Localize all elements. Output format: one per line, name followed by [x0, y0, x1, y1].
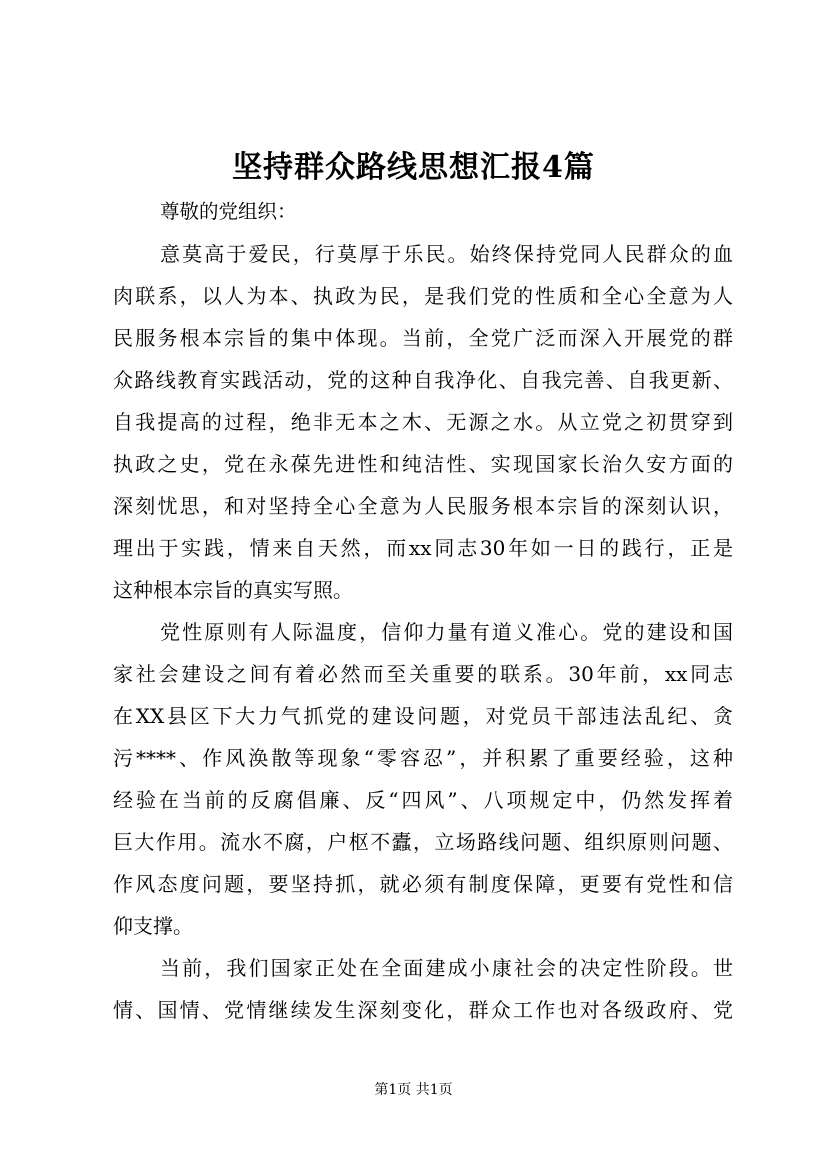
paragraph-line: 理出于实践，情来自天然，而xx同志30年如一日的践行，正是 — [113, 536, 733, 560]
paragraph-line: 仰支撑。 — [113, 914, 193, 938]
paragraph-line: 深刻忧思，和对坚持全心全意为人民服务根本宗旨的深刻认识， — [113, 494, 733, 518]
document-title: 坚持群众路线思想汇报4篇 — [232, 150, 595, 185]
page-footer: 第1页 共1页 — [374, 1082, 453, 1098]
paragraph-line: 肉联系，以人为本、执政为民，是我们党的性质和全心全意为人 — [113, 284, 733, 308]
paragraph-line: 意莫高于爱民，行莫厚于乐民。始终保持党同人民群众的血 — [160, 242, 733, 266]
paragraph-line: 党性原则有人际温度，信仰力量有道义准心。党的建设和国 — [160, 620, 733, 644]
paragraph-line: 情、国情、党情继续发生深刻变化，群众工作也对各级政府、党 — [113, 998, 733, 1022]
paragraph-line: 民服务根本宗旨的集中体现。当前，全党广泛而深入开展党的群 — [113, 326, 733, 350]
paragraph-line: 自我提高的过程，绝非无本之木、无源之水。从立党之初贯穿到 — [113, 410, 733, 434]
paragraph-line: 作风态度问题，要坚持抓，就必须有制度保障，更要有党性和信 — [113, 872, 733, 896]
paragraph-line: 这种根本宗旨的真实写照。 — [113, 578, 353, 602]
paragraph-line: 执政之史，党在永葆先进性和纯洁性、实现国家长治久安方面的 — [113, 452, 733, 476]
paragraph-line: 当前，我们国家正处在全面建成小康社会的决定性阶段。世 — [160, 956, 733, 980]
paragraph-line: 污****、作风涣散等现象“零容忍”，并积累了重要经验，这种 — [113, 746, 733, 770]
paragraph-line: 家社会建设之间有着必然而至关重要的联系。30年前，xx同志 — [113, 662, 733, 686]
paragraph-line: 经验在当前的反腐倡廉、反“四风”、八项规定中，仍然发挥着 — [113, 788, 733, 812]
paragraph-line: 众路线教育实践活动，党的这种自我净化、自我完善、自我更新、 — [113, 368, 733, 392]
paragraph-line: 在XX县区下大力气抓党的建设问题，对党员干部违法乱纪、贪 — [113, 704, 733, 728]
paragraph-line: 巨大作用。流水不腐，户枢不蠹，立场路线问题、组织原则问题、 — [113, 830, 733, 854]
greeting: 尊敬的党组织： — [160, 200, 297, 223]
